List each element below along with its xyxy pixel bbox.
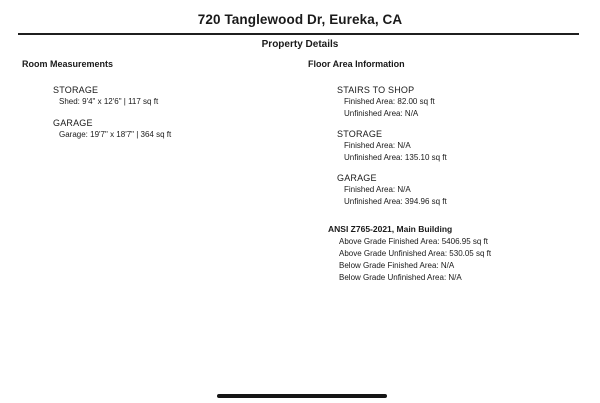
room-section-storage xyxy=(22,84,287,108)
floor-area-line: Finished Area: N/A xyxy=(344,141,411,150)
ansi-summary-heading: ANSI Z765-2021, Main Building xyxy=(328,224,453,234)
room-measurements-heading: Room Measurements xyxy=(22,59,114,69)
room-measurements-column xyxy=(22,58,287,141)
home-indicator[interactable] xyxy=(217,394,387,398)
floor-area-line: Finished Area: 82.00 sq ft xyxy=(344,97,435,106)
document-subtitle: Property Details xyxy=(261,39,339,50)
room-section-garage xyxy=(22,117,287,141)
ansi-summary-line: Above Grade Finished Area: 5406.95 sq ft xyxy=(339,237,488,246)
floor-area-line: Unfinished Area: 135.10 sq ft xyxy=(344,153,447,162)
title-divider xyxy=(18,33,579,35)
room-section-name: STORAGE xyxy=(53,85,99,95)
room-measurement-line: Garage: 19'7" x 18'7" | 364 sq ft xyxy=(59,130,172,139)
floor-area-column xyxy=(308,58,583,284)
floor-section-storage xyxy=(308,128,583,164)
floor-area-line: Unfinished Area: N/A xyxy=(344,109,419,118)
ansi-summary-line: Below Grade Unfinished Area: N/A xyxy=(339,273,462,282)
document-title: 720 Tanglewood Dr, Eureka, CA xyxy=(197,12,403,27)
floor-section-garage xyxy=(308,172,583,208)
floor-area-line: Unfinished Area: 394.96 sq ft xyxy=(344,197,447,206)
floor-section-name: STORAGE xyxy=(337,129,383,139)
floor-section-stairs-to-shop xyxy=(308,84,583,120)
floor-section-name: GARAGE xyxy=(337,173,377,183)
ansi-summary-line: Above Grade Unfinished Area: 530.05 sq ft xyxy=(339,249,492,258)
room-section-name: GARAGE xyxy=(53,118,93,128)
ansi-summary-line: Below Grade Finished Area: N/A xyxy=(339,261,455,270)
floor-area-heading: Floor Area Information xyxy=(308,59,405,69)
ansi-summary-section xyxy=(308,223,583,284)
floor-section-name: STAIRS TO SHOP xyxy=(337,85,415,95)
room-measurement-line: Shed: 9'4" x 12'6" | 117 sq ft xyxy=(59,97,159,106)
floor-area-line: Finished Area: N/A xyxy=(344,185,411,194)
